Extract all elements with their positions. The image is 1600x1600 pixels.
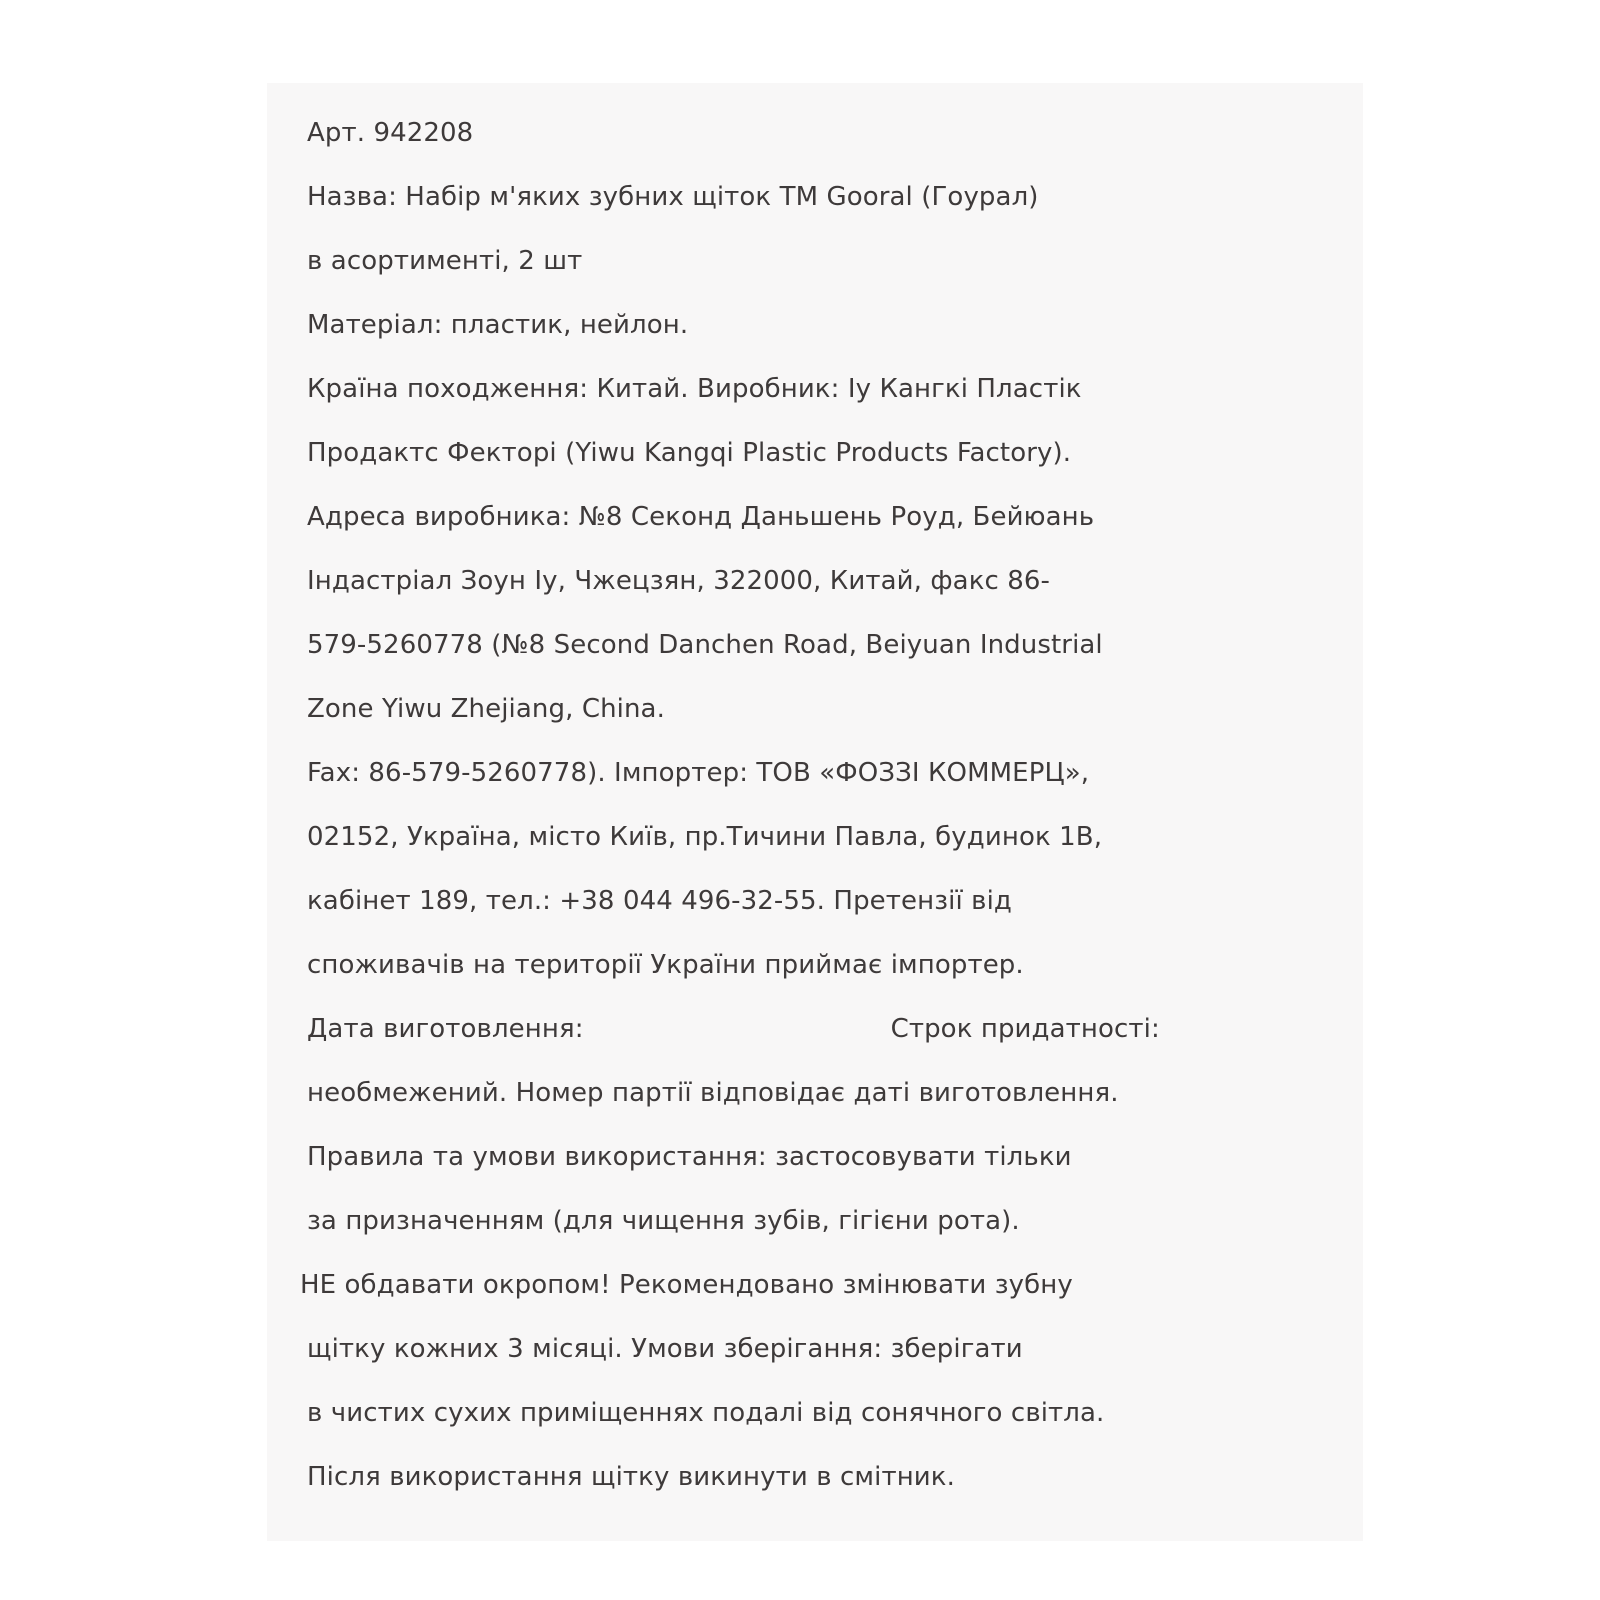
manufacturer-address-line: 579-5260778 (№8 Second Danchen Road, Beiyuan Industrial [307,630,1103,660]
storage-conditions-continued: в чистих сухих приміщеннях подалі від сонячного світла. [307,1398,1105,1428]
importer-contact: кабінет 189, тел.: +38 044 496-32-55. Претензії від [307,886,1012,916]
manufacturer-name: Продактс Фекторі (Yiwu Kangqi Plastic Products Factory). [307,438,1072,468]
storage-conditions: щітку кожних 3 місяці. Умови зберігання: зберігати [307,1334,1023,1364]
product-name-continued: в асортименті, 2 шт [307,246,583,276]
usage-rules-continued: за призначенням (для чищення зубів, гігієни рота). [307,1206,1020,1236]
dates-line [307,997,1363,1061]
consumer-claims: споживачів на території України приймає імпортер. [307,950,1024,980]
material: Матеріал: пластик, нейлон. [307,310,689,340]
importer-info: Fax: 86-579-5260778). Імпортер: ТОВ «ФОЗЗІ КОММЕРЦ», [307,758,1090,788]
production-date-label: Дата виготовлення: [307,1014,584,1044]
boiling-water-warning: НЕ обдавати окропом! Рекомендовано змінювати зубну [300,1270,1073,1300]
importer-address: 02152, Україна, місто Київ, пр.Тичини Павла, будинок 1В, [307,822,1103,852]
shelf-life-value: необмежений. Номер партії відповідає даті виготовлення. [307,1078,1119,1108]
usage-rules: Правила та умови використання: застосовувати тільки [307,1142,1072,1172]
product-label-text [300,101,1363,1509]
manufacturer-address-line: Zone Yiwu Zhejiang, China. [307,694,665,724]
manufacturer-address-line: Індастріал Зоун Іу, Чжецзян, 322000, Китай, факс 86- [307,566,1051,596]
manufacturer-address: Адреса виробника: №8 Секонд Даньшень Роуд, Бейюань [307,502,1095,532]
product-name: Назва: Набір м'яких зубних щіток ТМ Gooral (Гоурал) [307,182,1039,212]
article-number: Арт. 942208 [307,118,474,148]
product-label-card [267,83,1363,1541]
shelf-life-label: Строк придатності: [890,1014,1160,1044]
origin-manufacturer: Країна походження: Китай. Виробник: Іу Кангкі Пластік [307,374,1082,404]
disposal-instructions: Після використання щітку викинути в смітник. [307,1462,955,1492]
